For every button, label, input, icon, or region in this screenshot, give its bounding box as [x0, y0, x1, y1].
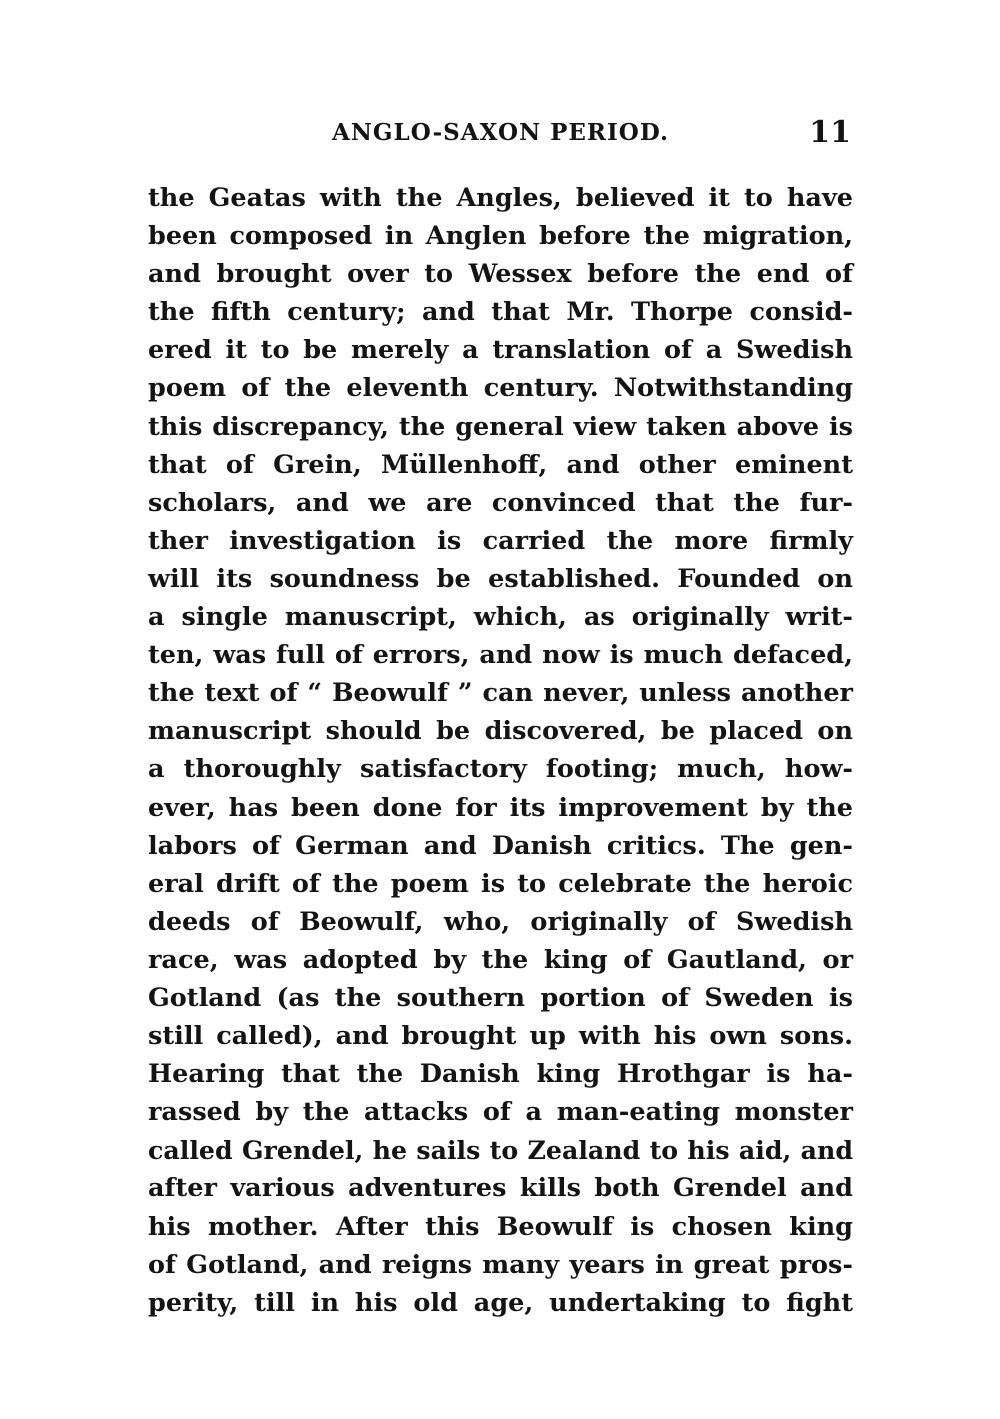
body-text [148, 179, 853, 1322]
running-head [148, 115, 853, 158]
text-line: deeds of Beowulf, who, originally of Swedish [148, 906, 853, 937]
page-number: 11 [809, 115, 851, 150]
text-line: manuscript should be discovered, be placed on [148, 716, 853, 747]
text-line: that of Grein, Müllenhoff, and other eminent [148, 449, 853, 480]
text-line: a single manuscript, which, as originally writ- [148, 602, 853, 633]
text-line: called Grendel, he sails to Zealand to his aid, and [148, 1135, 853, 1166]
text-line: eral drift of the poem is to celebrate the heroic [148, 868, 853, 899]
text-line: rassed by the attacks of a man-eating monster [148, 1097, 853, 1128]
text-line: a thoroughly satisfactory footing; much, how- [148, 754, 853, 785]
text-line: ered it to be merely a translation of a Swedish [148, 335, 853, 366]
text-line: the Geatas with the Angles, believed it to have [148, 183, 853, 213]
text-line: labors of German and Danish critics. The gen- [148, 830, 853, 861]
text-line: ther investigation is carried the more firmly [148, 525, 853, 556]
text-line: his mother. After this Beowulf is chosen king [148, 1211, 853, 1242]
text-line: Gotland (as the southern portion of Sweden is [148, 982, 853, 1013]
text-line: ten, was full of errors, and now is much defaced, [148, 640, 853, 671]
text-line: this discrepancy, the general view taken above is [148, 411, 853, 442]
text-line: perity, till in his old age, undertaking to fight [148, 1287, 853, 1318]
text-line: the fifth century; and that Mr. Thorpe consid- [148, 297, 853, 328]
text-line: poem of the eleventh century. Notwithstanding [148, 373, 853, 404]
text-line: ever, has been done for its improvement by the [148, 792, 853, 823]
text-line: of Gotland, and reigns many years in great pros- [148, 1249, 853, 1280]
text-line: scholars, and we are convinced that the fur- [148, 487, 853, 518]
text-line: and brought over to Wessex before the end of [148, 259, 853, 290]
text-line: after various adventures kills both Grendel and [148, 1173, 853, 1204]
running-title: ANGLO-SAXON PERIOD. [332, 119, 669, 146]
text-line: been composed in Anglen before the migration, [148, 221, 853, 252]
text-line: race, was adopted by the king of Gautland, or [148, 944, 853, 975]
text-line: the text of “ Beowulf ” can never, unless another [148, 678, 853, 709]
text-line: Hearing that the Danish king Hrothgar is ha- [148, 1059, 853, 1090]
text-line: still called), and brought up with his own sons. [148, 1021, 853, 1052]
text-line: will its soundness be established. Founded on [148, 563, 853, 594]
